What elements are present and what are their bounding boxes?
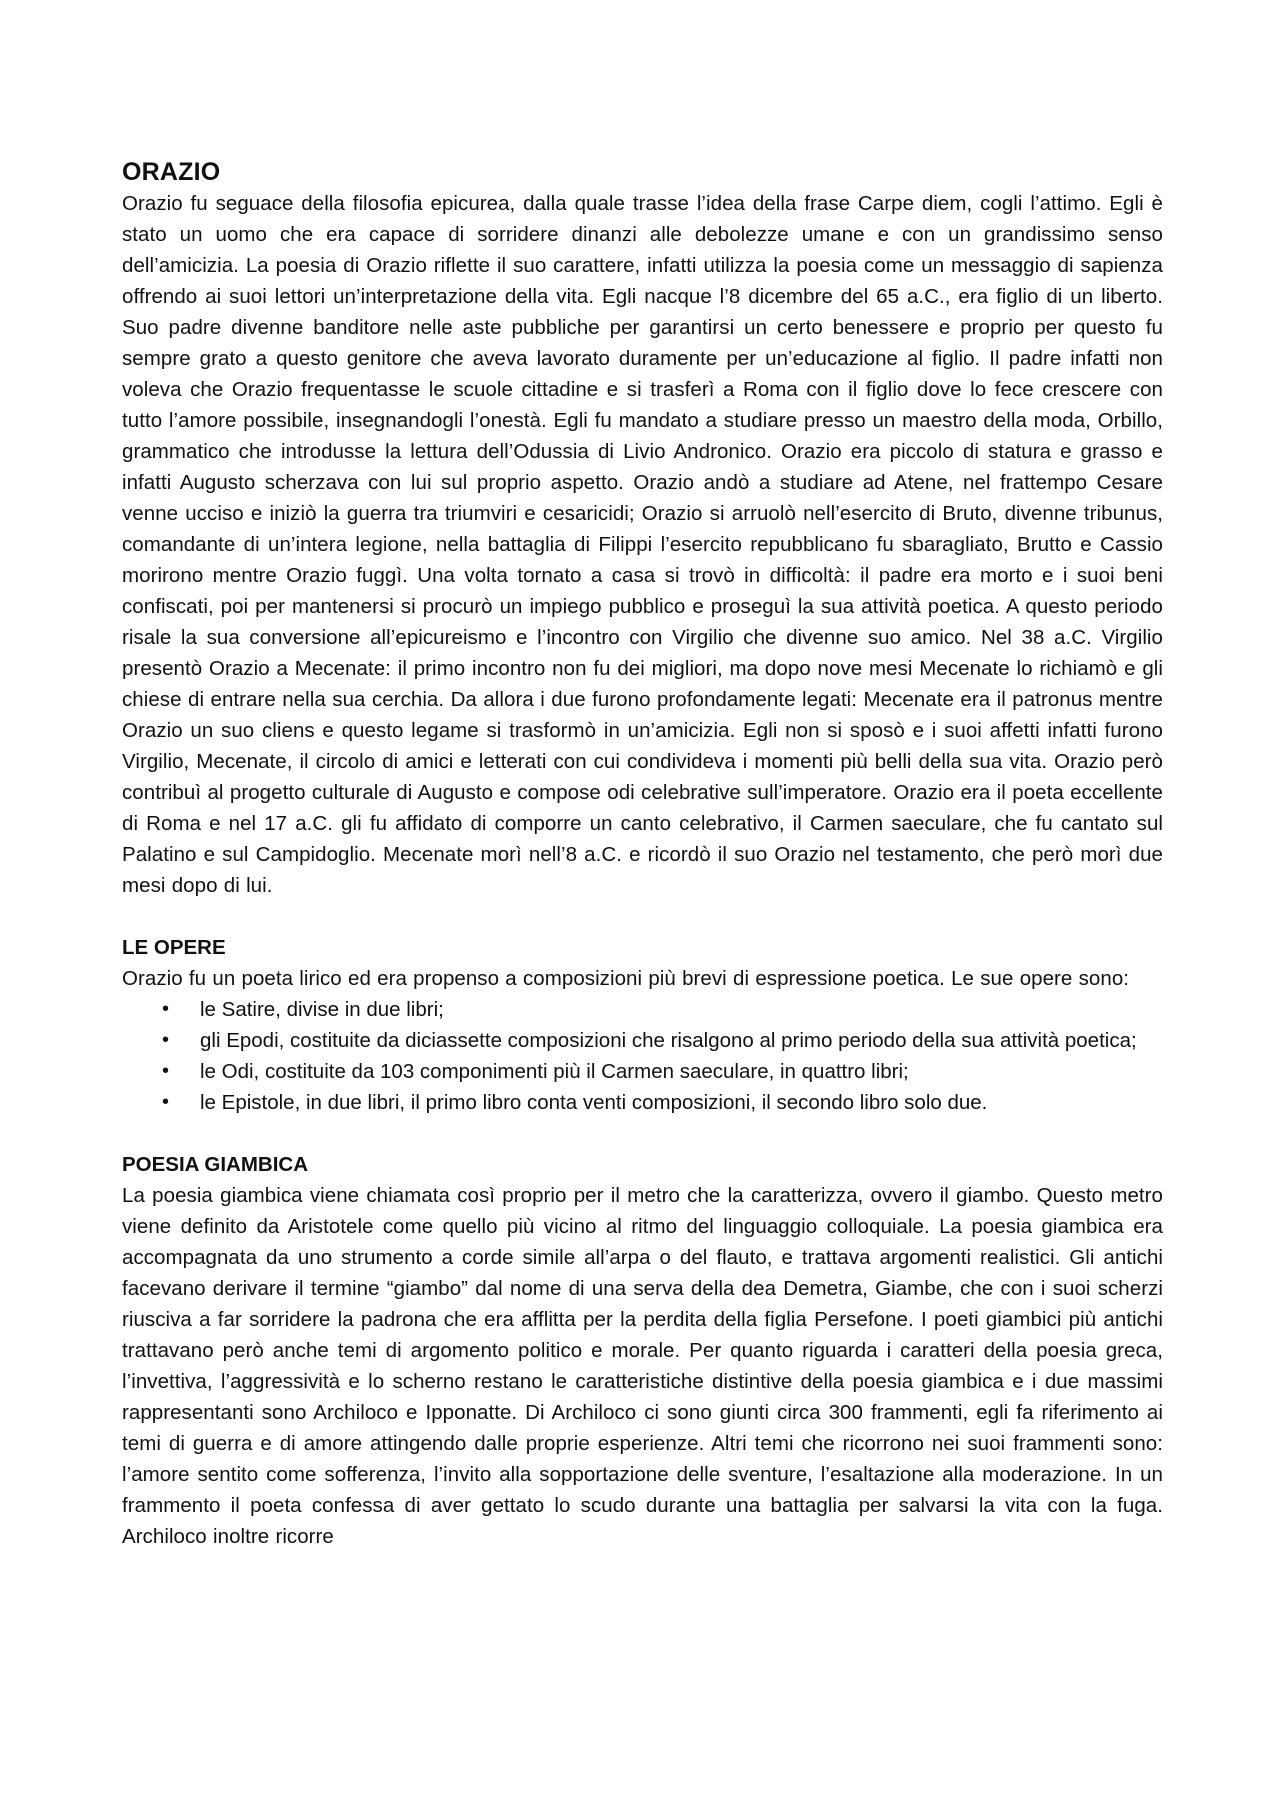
bullet-icon: •	[162, 1060, 170, 1082]
works-list-item-text: le Epistole, in due libri, il primo libro conta venti composizioni, il secondo libro solo due.	[200, 1091, 988, 1114]
bullet-icon: •	[162, 1091, 170, 1113]
works-list-item	[122, 1025, 1163, 1056]
works-heading: LE OPERE	[122, 936, 226, 959]
works-list-item	[122, 1087, 1163, 1118]
works-list-item	[122, 994, 1163, 1025]
works-list-item	[122, 1056, 1163, 1087]
works-list-item-text: le Odi, costituite da 103 componimenti più il Carmen saeculare, in quattro libri;	[200, 1060, 909, 1083]
works-intro-paragraph: Orazio fu un poeta lirico ed era propenso a composizioni più brevi di espressione poetica. Le sue opere sono:	[122, 967, 1130, 990]
works-list-item-text: gli Epodi, costituite da diciassette composizioni che risalgono al primo periodo della sua attività poetica;	[200, 1029, 1137, 1052]
works-list	[122, 994, 1163, 1118]
intro-paragraph: Orazio fu seguace della filosofia epicurea, dalla quale trasse l’idea della frase Carpe diem, cogli l’attimo. Egli è stato un uomo che era capace di sorridere dinanzi alle debolezze umane e con un grandissimo senso dell’amicizia. La poesia di Orazio riflette il suo carattere, infatti utilizza la poesia come un messaggio di sapienza offrendo ai suoi lettori un’interpretazione della vita. Egli nacque l’8 dicembre del 65 a.C., era figlio di un liberto. Suo padre divenne banditore nelle aste pubbliche per garantirsi un certo benessere e proprio per questo fu sempre grato a questo genitore che aveva lavorato duramente per un’educazione al figlio. Il padre infatti non voleva che Orazio frequentasse le scuole cittadine e si trasferì a Roma con il figlio dove lo fece crescere con tutto l’amore possibile, insegnandogli l’onestà. Egli fu mandato a studiare presso un maestro della moda, Orbillo, grammatico che introdusse la lettura dell’Odussia di Livio Andronico. Orazio era piccolo di statura e grasso e infatti Augusto scherzava con lui sul proprio aspetto. Orazio andò a studiare ad Atene, nel frattempo Cesare venne ucciso e iniziò la guerra tra triumviri e cesaricidi; Orazio si arruolò nell’esercito di Bruto, divenne tribunus, comandante di un’intera legione, nella battaglia di Filippi l’esercito repubblicano fu sbaragliato, Brutto e Cassio morirono mentre Orazio fuggì. Una volta tornato a casa si trovò in difficoltà: il padre era morto e i suoi beni confiscati, poi per mantenersi si procurò un impiego pubblico e proseguì la sua attività poetica. A questo periodo risale la sua conversione all’epicureismo e l’incontro con Virgilio che divenne suo amico. Nel 38 a.C. Virgilio presentò Orazio a Mecenate: il primo incontro non fu dei migliori, ma dopo nove mesi Mecenate lo richiamò e gli chiese di entrare nella sua cerchia. Da allora i due furono profondamente legati: Mecenate era il patronus mentre Orazio un suo cliens e questo legame si trasformò in un’amicizia. Egli non si sposò e i suoi affetti infatti furono Virgilio, Mecenate, il circolo di amici e letterati con cui condivideva i momenti più belli della sua vita. Orazio però contribuì al progetto culturale di Augusto e compose odi celebrative sull’imperatore. Orazio era il poeta eccellente di Roma e nel 17 a.C. gli fu affidato di comporre un canto celebrativo, il Carmen saeculare, che fu cantato sul Palatino e sul Campidoglio. Mecenate morì nell’8 a.C. e ricordò il suo Orazio nel testamento, che però morì due mesi dopo di lui.	[122, 192, 1163, 897]
bullet-icon: •	[162, 998, 170, 1020]
works-list-item-text: le Satire, divise in due libri;	[200, 998, 444, 1021]
iambic-heading: POESIA GIAMBICA	[122, 1153, 309, 1176]
iambic-paragraph: La poesia giambica viene chiamata così proprio per il metro che la caratterizza, ovvero il giambo. Questo metro viene definito da Aristotele come quello più vicino al ritmo del linguaggio colloquiale. La poesia giambica era accompagnata da uno strumento a corde simile all’arpa o del flauto, e trattava argomenti realistici. Gli antichi facevano derivare il termine “giambo” dal nome di una serva della dea Demetra, Giambe, che con i suoi scherzi riusciva a far sorridere la padrona che era afflitta per la perdita della figlia Persefone. I poeti giambici più antichi trattavano però anche temi di argomento politico e morale. Per quanto riguarda i caratteri della poesia greca, l’invettiva, l’aggressività e lo scherno restano le caratteristiche distintive della poesia giambica e i due massimi rappresentanti sono Archiloco e Ipponatte. Di Archiloco ci sono giunti circa 300 frammenti, egli fa riferimento ai temi di guerra e di amore attingendo dalle proprie esperienze. Altri temi che ricorrono nei suoi frammenti sono: l’amore sentito come sofferenza, l’invito alla sopportazione delle sventure, l’esaltazione alla moderazione. In un frammento il poeta confessa di aver gettato lo scudo durante una battaglia per salvarsi la vita con la fuga. Archiloco inoltre ricorre	[122, 1184, 1163, 1548]
document-title: ORAZIO	[122, 158, 221, 186]
bullet-icon: •	[162, 1029, 170, 1051]
document-page	[122, 156, 1163, 1552]
